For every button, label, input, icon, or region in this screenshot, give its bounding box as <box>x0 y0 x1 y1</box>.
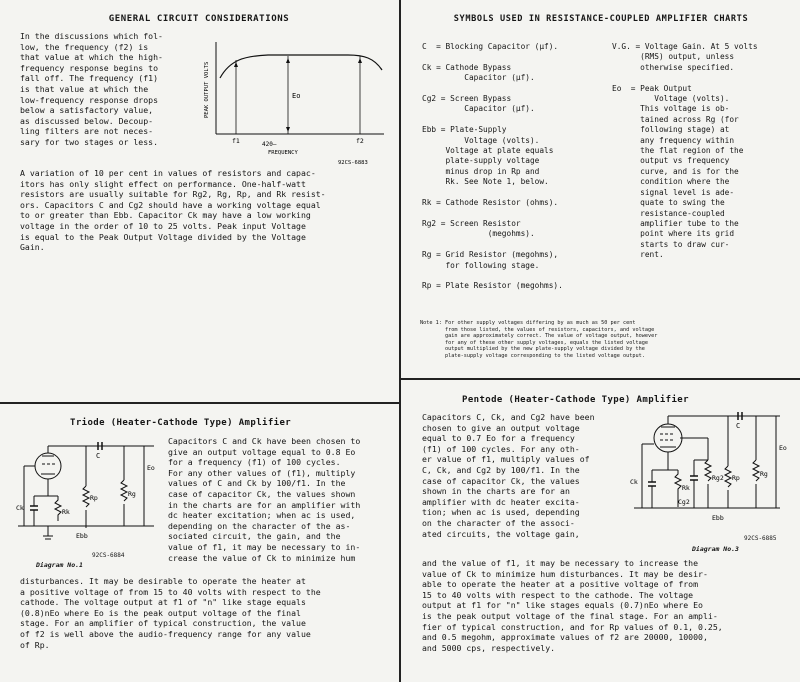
pentode-body-text: Capacitors C, Ck, and Cg2 have been chosen to give an output voltage equal to 0.7 Eo for a frequency (f1) of 100 cycles. For any oth- er value of f1, multiply values of C, Ck, and Cg2 by 100/f1. In the case of capacitor Ck, the values shown in the charts are for an amplifier with dc heater excita- tion; when ac is used, depending on the character of the associ- ated circuits, the voltage gain, <box>422 412 595 539</box>
symbols-column-1: C = Blocking Capacitor (µf). Ck = Cathode Bypass Capacitor (µf). Cg2 = Screen Bypass Capacitor (µf). Ebb = Plate-Supply Voltage (volts). Voltage at plate equals plate-supply voltage minus drop in Rp and Rk. See Note 1, below. Rk = Cathode Resistor (ohms). Rg2 = Screen Resistor (megohms). Rg = Grid Resistor (megohms), for following stage. Rp = Plate Resistor (megohms). <box>422 42 563 291</box>
pentode-label-rg: Rg <box>760 470 768 478</box>
frequency-response-graph <box>198 36 394 174</box>
left-section-divider <box>0 402 399 404</box>
triode-circuit-diagram <box>14 436 162 548</box>
triode-diagram-caption: Diagram No.1 <box>36 561 83 569</box>
general-variation-text: A variation of 10 per cent in values of resistors and capac- itors has only slight effect on performance. One-half-watt resistors are usually suitable for Rg2, Rg, Rp, and Rk resist- ors. Capacitors C and Cg2 should have a working voltage equal to or greater than Ebb. Capacitor Ck may have a low working voltage in the order of 10 to 25 volts. Peak input Voltage is equal to the Peak Output Voltage divided by the Voltage Gain. <box>20 168 326 253</box>
column-divider <box>399 0 401 682</box>
triode-diagram-code: 92CS-6884 <box>92 552 125 559</box>
pentode-bottom-text: and the value of f1, it may be necessary to increase the value of Ck to minimize hum disturbances. It may be desir- able to operate the heater at a positive voltage of from 15 to 40 volts with respect to the cathode. The voltage output at f1 for "n" like stages equals (0.7)nEo where Eo is the peak output voltage of the final stage. For an ampli- fier of typical construction, and for Rp values of 0.1, 0.25, and 0.5 megohm, approximate values of f2 are 20000, 10000, and 5000 cps, respectively. <box>422 558 723 653</box>
pentode-section-title: Pentode (Heater-Cathode Type) Amplifier <box>462 395 689 405</box>
general-intro-text: In the discussions which fol- low, the frequency (f2) is that value at which the high- frequency response begins to fall off. The frequency (f1) is that value at which the low-frequency response drops below a satisfactory value, as discussed below. Decoup- ling filters are not neces- sary for two stages or less. <box>20 31 163 147</box>
graph-f1-label: f1 <box>232 137 240 145</box>
triode-label-rp: Rp <box>90 494 98 502</box>
graph-code: 92CS-6883 <box>338 160 368 166</box>
pentode-label-c: C <box>736 422 741 430</box>
pentode-label-rp: Rp <box>732 474 740 482</box>
pentode-label-ck: Ck <box>630 478 638 486</box>
pentode-diagram-caption: Diagram No.3 <box>692 545 739 553</box>
graph-eo-label: Eo <box>292 92 301 100</box>
graph-x-label: FREQUENCY <box>268 150 298 156</box>
triode-label-rk: Rk <box>62 508 70 516</box>
pentode-label-eo: Eo <box>779 444 787 452</box>
right-section-divider <box>401 378 800 380</box>
triode-bottom-text: disturbances. It may be desirable to operate the heater at a positive voltage of from 15 to 40 volts with respect to the cathode. The voltage output at f1 of "n" like stage equals (0.8)nEo where Eo is the peak output voltage of the final stage. For an amplifier of typical construction, the value of f2 is well above the audio-frequency range for any value of Rp. <box>20 576 321 650</box>
triode-body-text: Capacitors C and Ck have been chosen to give an output voltage equal to 0.8 Eo for a frequency (f1) of 100 cycles. For any other values of (f1), multiply values of C and Ck by 100/f1. In the case of capacitor Ck, the values shown in the charts are for an amplifier with dc heater excitation; when ac is used, depending on the character of the as- sociated circuit, the gain, and the value of f1, it may be necessary to in- crease the value of Ck to minimize hum <box>168 436 361 563</box>
triode-label-c: C <box>96 452 101 460</box>
triode-section-title: Triode (Heater-Cathode Type) Amplifier <box>70 418 292 428</box>
triode-label-ebb: Ebb <box>76 532 88 540</box>
symbols-column-2: V.G. = Voltage Gain. At 5 volts (RMS) output, unless otherwise specified. Eo = Peak Output Voltage (volts). This voltage is ob- tained across Rg (for following stage) at any frequency within the flat region of the output vs frequency curve, and is for the condition where the signal level is ade- quate to swing the resistance-coupled amplifier tube to the point where its grid starts to draw cur- rent. <box>612 42 758 260</box>
graph-x-prefix: 420— <box>262 141 277 148</box>
pentode-label-rg2: Rg2 <box>712 474 724 482</box>
triode-label-eo: Eo <box>147 464 155 472</box>
symbols-title: SYMBOLS USED IN RESISTANCE-COUPLED AMPLIFIER CHARTS <box>453 14 749 24</box>
triode-label-ck: Ck <box>16 504 24 512</box>
pentode-label-rk: Rk <box>682 484 690 492</box>
graph-f2-label: f2 <box>356 137 364 145</box>
graph-y-label: PEAK OUTPUT VOLTS <box>204 61 210 118</box>
general-circuit-title: GENERAL CIRCUIT CONSIDERATIONS <box>108 14 290 24</box>
symbols-note: Note 1: For other supply voltages differing by as much as 50 per cent from those listed, the values of resistors, capacitors, and voltage gain are approximately correct. The value of voltage output, however for any of these other supply voltages, equals the listed voltage output multiplied by the new plate-supply voltage divided by the plate-supply voltage corresponding to the listed voltage output. <box>420 320 658 359</box>
pentode-circuit-diagram <box>628 410 788 532</box>
pentode-label-cg2: Cg2 <box>678 498 690 506</box>
pentode-label-ebb: Ebb <box>712 514 724 522</box>
pentode-diagram-code: 92CS-6885 <box>744 535 777 542</box>
triode-label-rg: Rg <box>128 490 136 498</box>
